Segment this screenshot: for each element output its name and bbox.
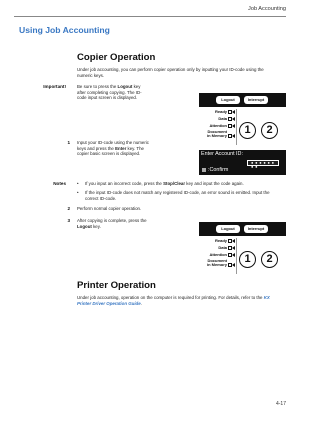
- copier-heading: Copier Operation: [77, 52, 156, 63]
- step-2-text: Perform normal copier operation.: [77, 206, 142, 211]
- memory-led-icon: [232, 134, 235, 138]
- ready-indicator: Ready: [215, 238, 235, 243]
- ready-led-icon: [232, 239, 235, 243]
- attention-indicator: Attention: [209, 123, 235, 128]
- printer-text: Under job accounting, operation on the computer is required for printing. For details, refer to the KX Printer Driver Operation Guide.: [77, 295, 270, 306]
- note-2: If the input ID-code does not match any registered ID-code, an error sound is emitted. Input the correct ID-code.: [85, 190, 270, 201]
- important-text: Be sure to press the Logout key after completing copying. The ID-code input screen is displayed.: [77, 84, 142, 101]
- header-rule: [14, 16, 286, 17]
- step-3-text: After copying is complete, press the Logout key.: [77, 218, 147, 229]
- logout-button[interactable]: Logout: [216, 225, 240, 233]
- interrupt-button[interactable]: Interrupt: [244, 225, 268, 233]
- copier-intro: Under job accounting, you can perform copier operation only by inputting your ID-code using the numeric keys.: [77, 67, 264, 78]
- operation-panel-illustration: [199, 93, 286, 145]
- attention-indicator: Attention: [209, 252, 235, 257]
- id-code-field[interactable]: [247, 159, 279, 169]
- attention-led-icon: [232, 253, 235, 257]
- logout-button[interactable]: Logout: [216, 96, 240, 104]
- document-memory-indicator: Document in Memory: [207, 259, 235, 267]
- step-3-number: 3: [67, 218, 70, 223]
- data-led-icon: [232, 246, 235, 250]
- step-2-number: 2: [67, 206, 70, 211]
- lcd-confirm-label: :Confirm: [208, 167, 229, 173]
- section-title: Using Job Accounting: [19, 25, 110, 35]
- kx-driver-guide-link[interactable]: KX Printer Driver Operation Guide: [77, 295, 270, 306]
- note-1: If you input an incorrect code, press the Stop/Clear key and input the code again.: [85, 181, 244, 186]
- logout-key-ref: Logout: [117, 84, 133, 89]
- document-memory-indicator: Document in Memory: [207, 130, 235, 138]
- notes-label: Notes: [53, 181, 66, 186]
- panel-top-bar: [199, 222, 286, 236]
- confirm-icon: [202, 168, 206, 172]
- ready-indicator: Ready: [215, 109, 235, 114]
- numeric-key-1[interactable]: 1: [239, 122, 256, 139]
- data-led-icon: [232, 117, 235, 121]
- panel-divider: [236, 109, 237, 145]
- bullet-icon: •: [77, 190, 79, 195]
- logout-key-ref: Logout: [77, 223, 92, 229]
- lcd-title: Enter Account ID:: [201, 151, 243, 157]
- step-1-text: Input your ID-code using the numeric keys and press the Enter key. The copier basic screen is displayed.: [77, 140, 149, 157]
- bullet-icon: •: [77, 181, 79, 186]
- printer-heading: Printer Operation: [77, 280, 156, 291]
- numeric-key-2[interactable]: 2: [261, 122, 278, 139]
- stop-clear-key-ref: Stop/Clear: [163, 181, 186, 186]
- interrupt-button[interactable]: Interrupt: [244, 96, 268, 104]
- page-number: 4-17: [275, 401, 286, 407]
- attention-led-icon: [232, 124, 235, 128]
- data-indicator: Data: [218, 116, 235, 121]
- ready-led-icon: [232, 110, 235, 114]
- operation-panel-illustration: [199, 222, 286, 274]
- panel-top-bar: [199, 93, 286, 107]
- enter-key-ref: Enter: [115, 145, 127, 151]
- id-code-mask: ● ● ● ● ● ● ● ●: [251, 159, 275, 169]
- running-header: Job Accounting: [248, 6, 286, 12]
- step-1-number: 1: [67, 140, 70, 145]
- numeric-key-1[interactable]: 1: [239, 251, 256, 268]
- lcd-screen: [199, 150, 286, 175]
- numeric-key-2[interactable]: 2: [261, 251, 278, 268]
- memory-led-icon: [232, 263, 235, 267]
- important-label: Important!: [43, 84, 66, 89]
- data-indicator: Data: [218, 245, 235, 250]
- panel-divider: [236, 238, 237, 274]
